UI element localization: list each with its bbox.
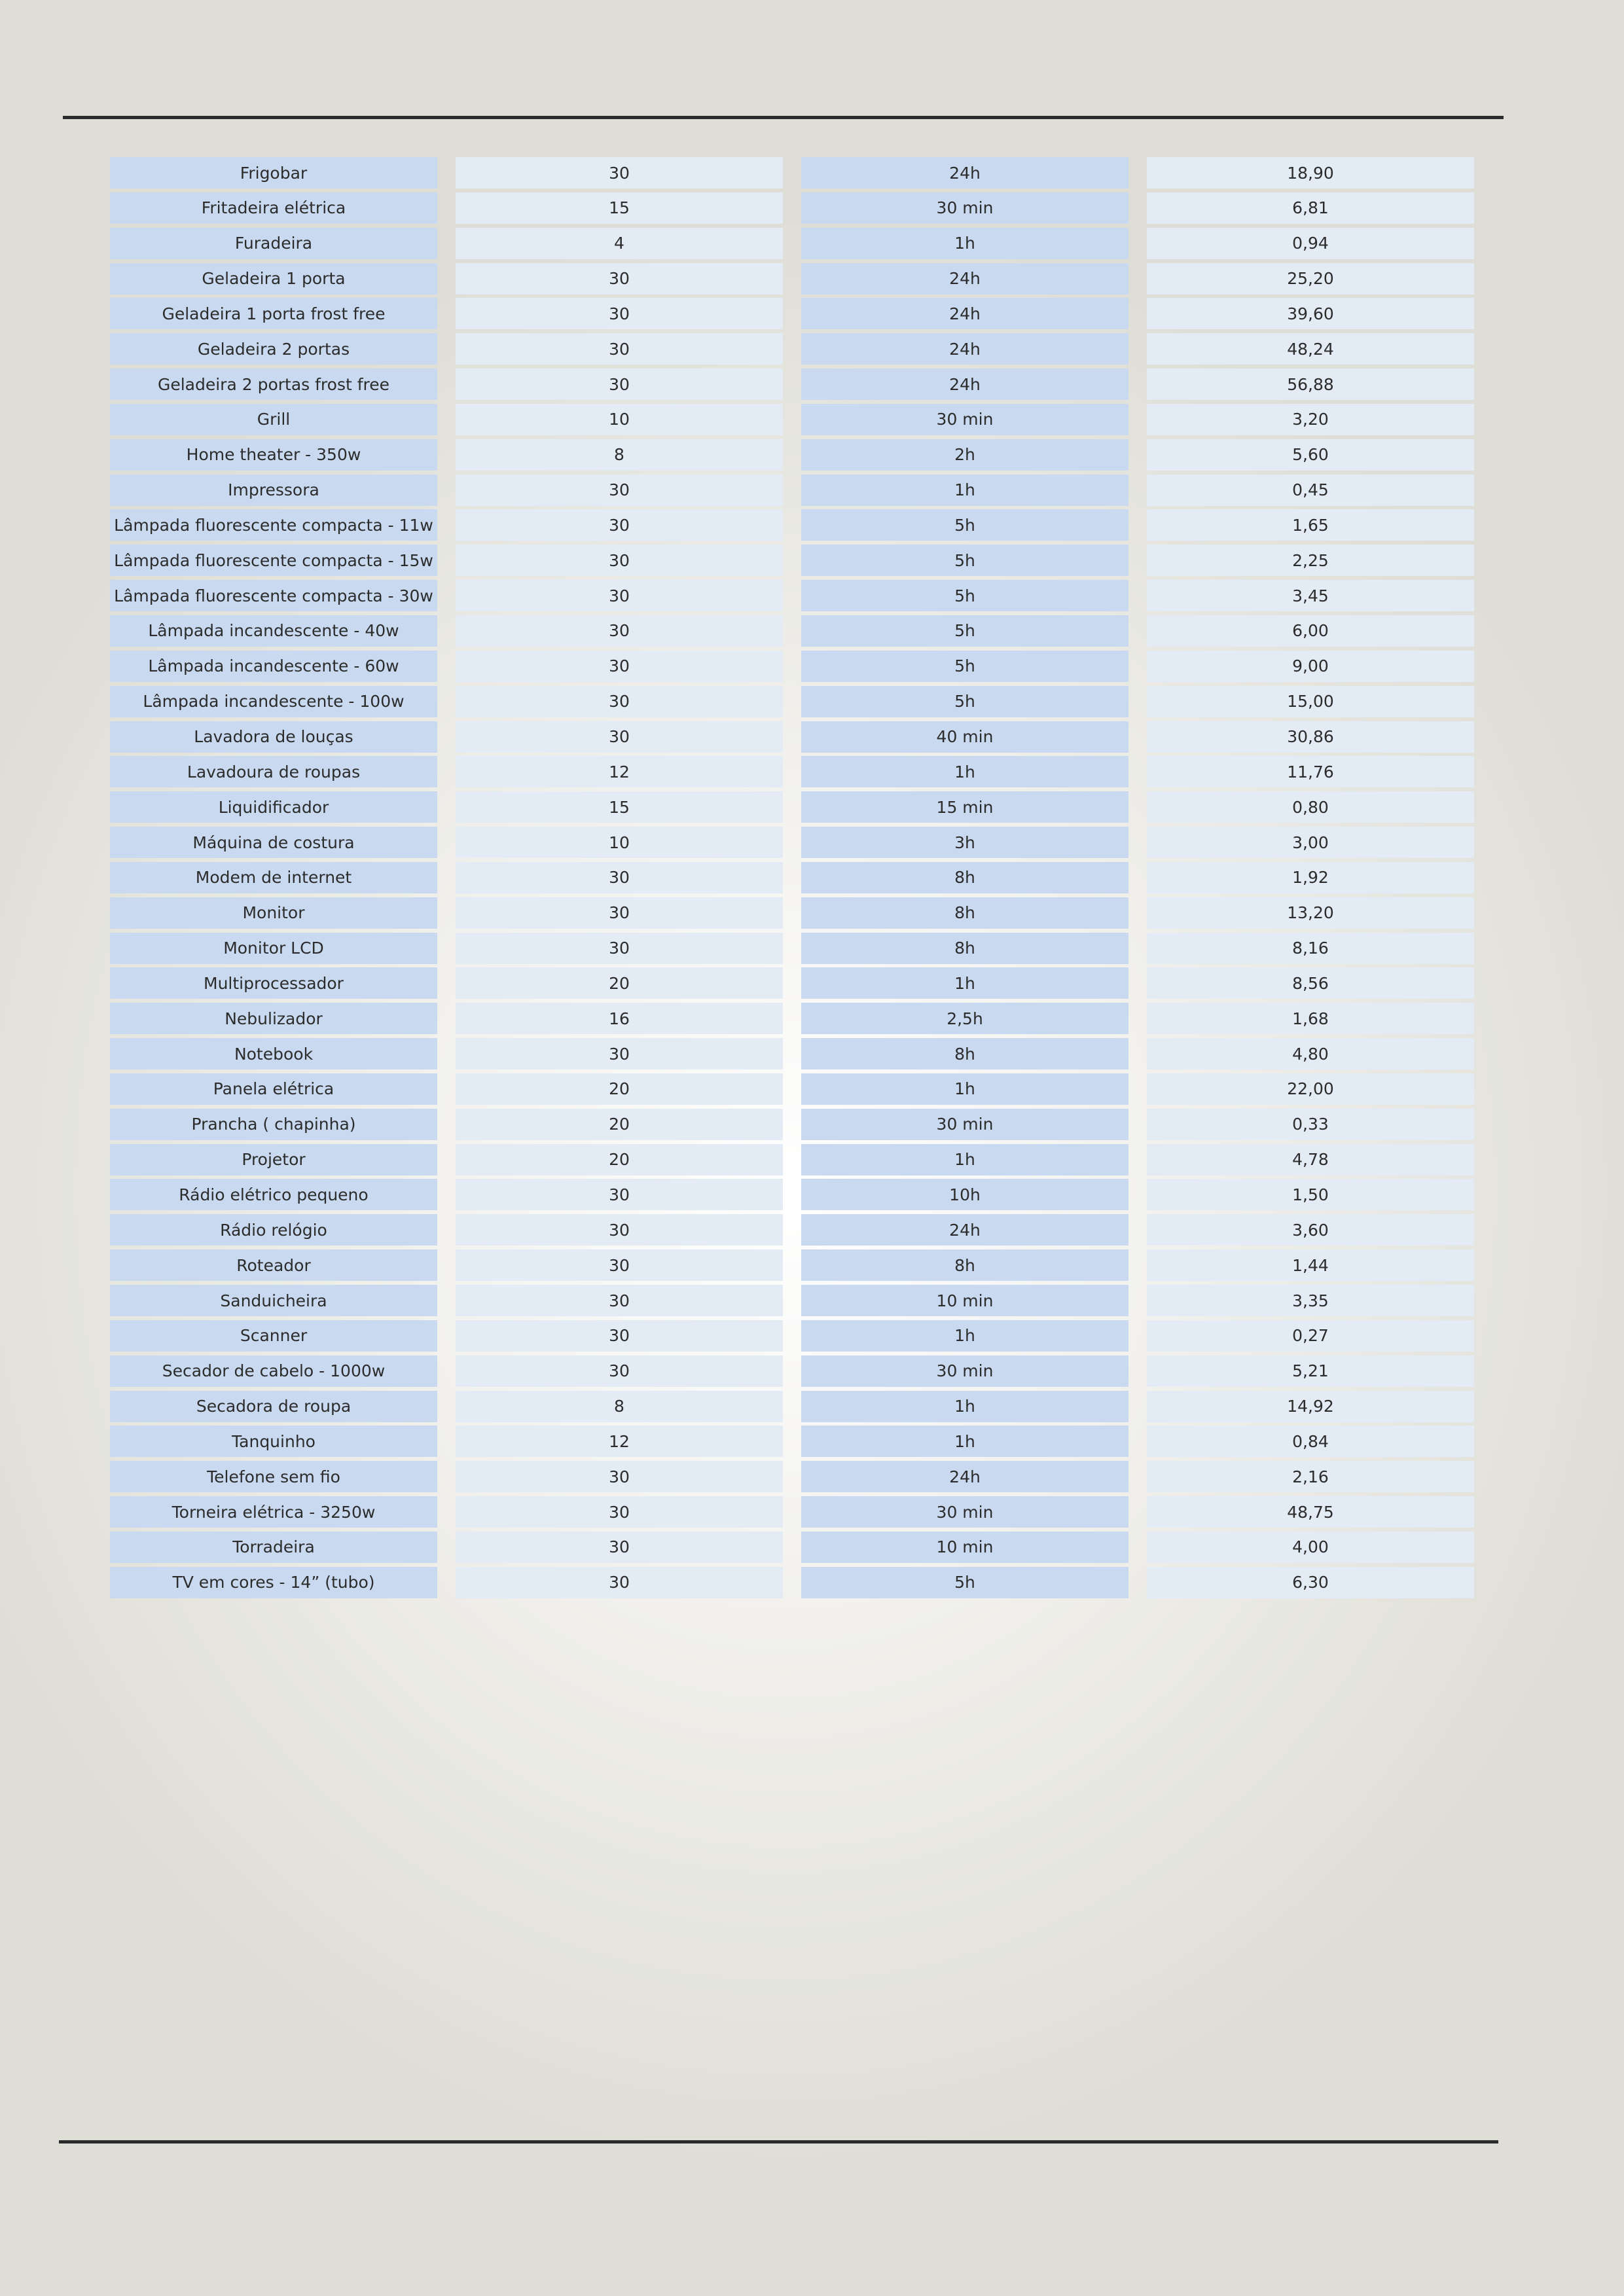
- cell-device: Monitor LCD: [110, 933, 437, 964]
- cell-usage: 5h: [801, 580, 1128, 611]
- cell-kwh: 18,90: [1147, 157, 1474, 188]
- cell-usage: 24h: [801, 333, 1128, 365]
- cell-usage: 8h: [801, 933, 1128, 964]
- cell-kwh: 48,24: [1147, 333, 1474, 365]
- cell-usage: 1h: [801, 1320, 1128, 1352]
- cell-days: 30: [456, 263, 783, 295]
- cell-usage: 8h: [801, 1249, 1128, 1281]
- cell-usage: 30 min: [801, 1109, 1128, 1140]
- cell-kwh: 3,00: [1147, 827, 1474, 858]
- cell-device: Rádio relógio: [110, 1214, 437, 1246]
- cell-device: Roteador: [110, 1249, 437, 1281]
- cell-days: 30: [456, 1496, 783, 1528]
- cell-days: 15: [456, 192, 783, 224]
- cell-usage: 5h: [801, 1567, 1128, 1598]
- cell-kwh: 1,65: [1147, 509, 1474, 541]
- cell-device: Lâmpada fluorescente compacta - 15w: [110, 545, 437, 576]
- cell-kwh: 2,25: [1147, 545, 1474, 576]
- cell-device: Scanner: [110, 1320, 437, 1352]
- cell-device: TV em cores - 14” (tubo): [110, 1567, 437, 1598]
- cell-kwh: 11,76: [1147, 756, 1474, 787]
- cell-usage: 1h: [801, 756, 1128, 787]
- cell-kwh: 0,45: [1147, 475, 1474, 506]
- cell-device: Home theater - 350w: [110, 439, 437, 471]
- cell-days: 30: [456, 580, 783, 611]
- cell-kwh: 25,20: [1147, 263, 1474, 295]
- cell-kwh: 48,75: [1147, 1496, 1474, 1528]
- cell-kwh: 1,92: [1147, 862, 1474, 893]
- cell-kwh: 3,45: [1147, 580, 1474, 611]
- cell-usage: 1h: [801, 1144, 1128, 1175]
- cell-kwh: 15,00: [1147, 686, 1474, 717]
- cell-kwh: 6,00: [1147, 615, 1474, 647]
- cell-kwh: 0,33: [1147, 1109, 1474, 1140]
- cell-device: Geladeira 2 portas frost free: [110, 368, 437, 400]
- cell-usage: 5h: [801, 509, 1128, 541]
- cell-days: 8: [456, 1391, 783, 1422]
- cell-usage: 10 min: [801, 1285, 1128, 1316]
- cell-kwh: 5,60: [1147, 439, 1474, 471]
- cell-usage: 1h: [801, 1426, 1128, 1457]
- cell-days: 30: [456, 651, 783, 682]
- cell-device: Nebulizador: [110, 1003, 437, 1034]
- cell-device: Fritadeira elétrica: [110, 192, 437, 224]
- cell-usage: 3h: [801, 827, 1128, 858]
- cell-device: Telefone sem fio: [110, 1461, 437, 1492]
- cell-kwh: 6,30: [1147, 1567, 1474, 1598]
- cell-usage: 30 min: [801, 192, 1128, 224]
- cell-kwh: 14,92: [1147, 1391, 1474, 1422]
- cell-days: 30: [456, 1214, 783, 1246]
- cell-days: 12: [456, 1426, 783, 1457]
- cell-device: Geladeira 1 porta: [110, 263, 437, 295]
- cell-device: Torneira elétrica - 3250w: [110, 1496, 437, 1528]
- cell-days: 30: [456, 333, 783, 365]
- cell-days: 30: [456, 615, 783, 647]
- cell-days: 30: [456, 686, 783, 717]
- cell-device: Rádio elétrico pequeno: [110, 1179, 437, 1210]
- cell-kwh: 4,78: [1147, 1144, 1474, 1175]
- cell-kwh: 5,21: [1147, 1355, 1474, 1387]
- cell-days: 30: [456, 475, 783, 506]
- cell-days: 16: [456, 1003, 783, 1034]
- cell-kwh: 3,35: [1147, 1285, 1474, 1316]
- cell-usage: 30 min: [801, 1496, 1128, 1528]
- cell-usage: 5h: [801, 545, 1128, 576]
- cell-days: 30: [456, 298, 783, 329]
- cell-usage: 1h: [801, 1073, 1128, 1105]
- cell-kwh: 8,56: [1147, 967, 1474, 999]
- cell-usage: 1h: [801, 967, 1128, 999]
- cell-device: Impressora: [110, 475, 437, 506]
- cell-device: Lâmpada fluorescente compacta - 30w: [110, 580, 437, 611]
- cell-usage: 1h: [801, 1391, 1128, 1422]
- column-days: [456, 157, 783, 1602]
- cell-device: Lâmpada incandescente - 100w: [110, 686, 437, 717]
- cell-usage: 1h: [801, 475, 1128, 506]
- cell-device: Geladeira 2 portas: [110, 333, 437, 365]
- cell-usage: 24h: [801, 263, 1128, 295]
- cell-device: Monitor: [110, 897, 437, 929]
- cell-days: 20: [456, 1109, 783, 1140]
- cell-days: 20: [456, 1144, 783, 1175]
- cell-device: Torradeira: [110, 1532, 437, 1563]
- cell-kwh: 4,80: [1147, 1038, 1474, 1069]
- top-rule: [63, 116, 1504, 119]
- cell-days: 30: [456, 1461, 783, 1492]
- cell-kwh: 0,27: [1147, 1320, 1474, 1352]
- cell-days: 30: [456, 1355, 783, 1387]
- cell-days: 12: [456, 756, 783, 787]
- cell-days: 15: [456, 791, 783, 823]
- cell-usage: 15 min: [801, 791, 1128, 823]
- cell-device: Lavadoura de roupas: [110, 756, 437, 787]
- cell-device: Furadeira: [110, 228, 437, 259]
- cell-usage: 8h: [801, 897, 1128, 929]
- cell-days: 30: [456, 1567, 783, 1598]
- cell-usage: 1h: [801, 228, 1128, 259]
- bottom-rule: [59, 2140, 1498, 2144]
- cell-days: 30: [456, 509, 783, 541]
- cell-usage: 5h: [801, 651, 1128, 682]
- column-kwh: [1147, 157, 1474, 1602]
- cell-device: Grill: [110, 404, 437, 435]
- cell-usage: 2,5h: [801, 1003, 1128, 1034]
- cell-usage: 24h: [801, 298, 1128, 329]
- cell-usage: 5h: [801, 615, 1128, 647]
- cell-days: 8: [456, 439, 783, 471]
- cell-device: Modem de internet: [110, 862, 437, 893]
- cell-device: Geladeira 1 porta frost free: [110, 298, 437, 329]
- cell-kwh: 30,86: [1147, 721, 1474, 753]
- cell-kwh: 3,20: [1147, 404, 1474, 435]
- cell-device: Lâmpada fluorescente compacta - 11w: [110, 509, 437, 541]
- cell-days: 30: [456, 1285, 783, 1316]
- cell-device: Tanquinho: [110, 1426, 437, 1457]
- cell-device: Frigobar: [110, 157, 437, 188]
- cell-kwh: 1,50: [1147, 1179, 1474, 1210]
- cell-usage: 24h: [801, 1461, 1128, 1492]
- cell-kwh: 9,00: [1147, 651, 1474, 682]
- cell-kwh: 1,44: [1147, 1249, 1474, 1281]
- cell-usage: 10h: [801, 1179, 1128, 1210]
- cell-device: Secador de cabelo - 1000w: [110, 1355, 437, 1387]
- cell-kwh: 56,88: [1147, 368, 1474, 400]
- cell-kwh: 0,94: [1147, 228, 1474, 259]
- cell-kwh: 4,00: [1147, 1532, 1474, 1563]
- cell-days: 30: [456, 933, 783, 964]
- cell-usage: 5h: [801, 686, 1128, 717]
- cell-device: Lâmpada incandescente - 60w: [110, 651, 437, 682]
- consumption-table: [110, 157, 1474, 1602]
- cell-days: 30: [456, 1249, 783, 1281]
- cell-usage: 24h: [801, 1214, 1128, 1246]
- cell-usage: 24h: [801, 368, 1128, 400]
- cell-days: 4: [456, 228, 783, 259]
- cell-kwh: 22,00: [1147, 1073, 1474, 1105]
- cell-kwh: 1,68: [1147, 1003, 1474, 1034]
- cell-days: 30: [456, 862, 783, 893]
- cell-kwh: 3,60: [1147, 1214, 1474, 1246]
- cell-usage: 24h: [801, 157, 1128, 188]
- column-usage: [801, 157, 1128, 1602]
- cell-days: 30: [456, 1320, 783, 1352]
- cell-kwh: 6,81: [1147, 192, 1474, 224]
- cell-usage: 30 min: [801, 404, 1128, 435]
- cell-device: Máquina de costura: [110, 827, 437, 858]
- cell-kwh: 8,16: [1147, 933, 1474, 964]
- cell-days: 30: [456, 1038, 783, 1069]
- cell-days: 30: [456, 1532, 783, 1563]
- cell-days: 10: [456, 827, 783, 858]
- cell-usage: 10 min: [801, 1532, 1128, 1563]
- cell-days: 10: [456, 404, 783, 435]
- cell-days: 30: [456, 545, 783, 576]
- cell-kwh: 0,80: [1147, 791, 1474, 823]
- cell-days: 20: [456, 1073, 783, 1105]
- cell-usage: 2h: [801, 439, 1128, 471]
- cell-kwh: 2,16: [1147, 1461, 1474, 1492]
- cell-device: Multiprocessador: [110, 967, 437, 999]
- cell-device: Notebook: [110, 1038, 437, 1069]
- cell-device: Lâmpada incandescente - 40w: [110, 615, 437, 647]
- cell-days: 30: [456, 721, 783, 753]
- cell-kwh: 0,84: [1147, 1426, 1474, 1457]
- cell-days: 30: [456, 157, 783, 188]
- cell-usage: 40 min: [801, 721, 1128, 753]
- cell-device: Prancha ( chapinha): [110, 1109, 437, 1140]
- cell-days: 30: [456, 1179, 783, 1210]
- cell-device: Projetor: [110, 1144, 437, 1175]
- cell-days: 20: [456, 967, 783, 999]
- column-device: [110, 157, 437, 1602]
- cell-device: Liquidificador: [110, 791, 437, 823]
- cell-device: Panela elétrica: [110, 1073, 437, 1105]
- cell-usage: 8h: [801, 862, 1128, 893]
- cell-device: Lavadora de louças: [110, 721, 437, 753]
- cell-usage: 8h: [801, 1038, 1128, 1069]
- cell-device: Secadora de roupa: [110, 1391, 437, 1422]
- cell-kwh: 13,20: [1147, 897, 1474, 929]
- cell-usage: 30 min: [801, 1355, 1128, 1387]
- cell-kwh: 39,60: [1147, 298, 1474, 329]
- cell-days: 30: [456, 368, 783, 400]
- cell-device: Sanduicheira: [110, 1285, 437, 1316]
- cell-days: 30: [456, 897, 783, 929]
